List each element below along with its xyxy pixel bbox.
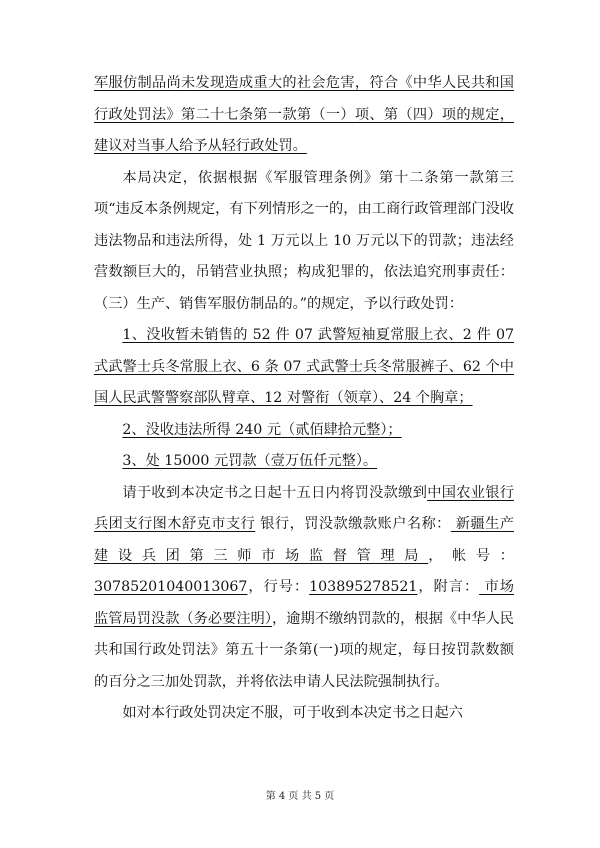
penalty-item-1: 1、没收暂未销售的 52 件 07 武警短袖夏常服上衣、2 件 07 式武警士兵冬常服上衣、6 条 07 式武警士兵冬常服裤子、62 个中国人民武警警察部队臂章、12 对警衔（领章）、24 个胸章； bbox=[94, 327, 514, 406]
page-number-footer: 第 4 页 共 5 页 bbox=[265, 791, 335, 802]
penalty-item-2: 2、没收违法所得 240 元（贰佰肆拾元整）； bbox=[122, 421, 402, 438]
bank-name: 中国农业银行兵团支行图木舒克市支行 bbox=[94, 484, 514, 532]
account-number: 30785201040013067 bbox=[94, 579, 248, 595]
payment-text-3: ，帐号： bbox=[428, 547, 514, 564]
bank-number: 103895278521 bbox=[309, 579, 418, 595]
document-body bbox=[94, 68, 514, 730]
paragraph-decision-basis: 本局决定，依据根据《军服管理条例》第十二条第一款第三项“违反本条例规定，有下列情形之一的，由工商行政管理部门没收违法物品和违法所得，处 1 万元以上 10 万元以下的罚款；违法经营数额巨大的，吊销营业执照；构成犯罪的，依法追究刑事责任：（三）生产、销售军服仿制品的。”的规定，予以行政处罚： bbox=[94, 169, 514, 312]
payment-text-5: ，附言： bbox=[417, 579, 480, 595]
paragraph-mitigation: 军服仿制品尚未发现造成重大的社会危害，符合《中华人民共和国行政处罚法》第二十七条第一款第（一）项、第（四）项的规定，建议对当事人给予从轻行政处罚。 bbox=[94, 75, 514, 154]
paragraph-appeal: 如对本行政处罚决定不服，可于收到本决定书之日起六 bbox=[122, 705, 463, 721]
payment-memo: 市场监管局罚没款（务必要注明） bbox=[94, 579, 514, 627]
penalty-item-3: 3、处 15000 元罚款（壹万伍仟元整）。 bbox=[122, 453, 378, 469]
account-name: 新疆生产建设兵团第三师市场监督管理局 bbox=[94, 516, 514, 564]
payment-text-4: ，行号： bbox=[247, 579, 310, 595]
payment-text-1: 请于收到本决定书之日起十五日内将罚没款缴到 bbox=[122, 484, 428, 501]
payment-text-6: ，逾期不缴纳罚款的，根据《中华人民共和国行政处罚法》第五十一条第(一)项的规定，每日按罚款数额的百分之三加处罚款，并将依法申请人民法院强制执行。 bbox=[94, 610, 514, 690]
payment-text-2: 银行，罚没款缴款账户名称： bbox=[255, 516, 451, 532]
paragraph-payment-instructions bbox=[94, 478, 514, 699]
